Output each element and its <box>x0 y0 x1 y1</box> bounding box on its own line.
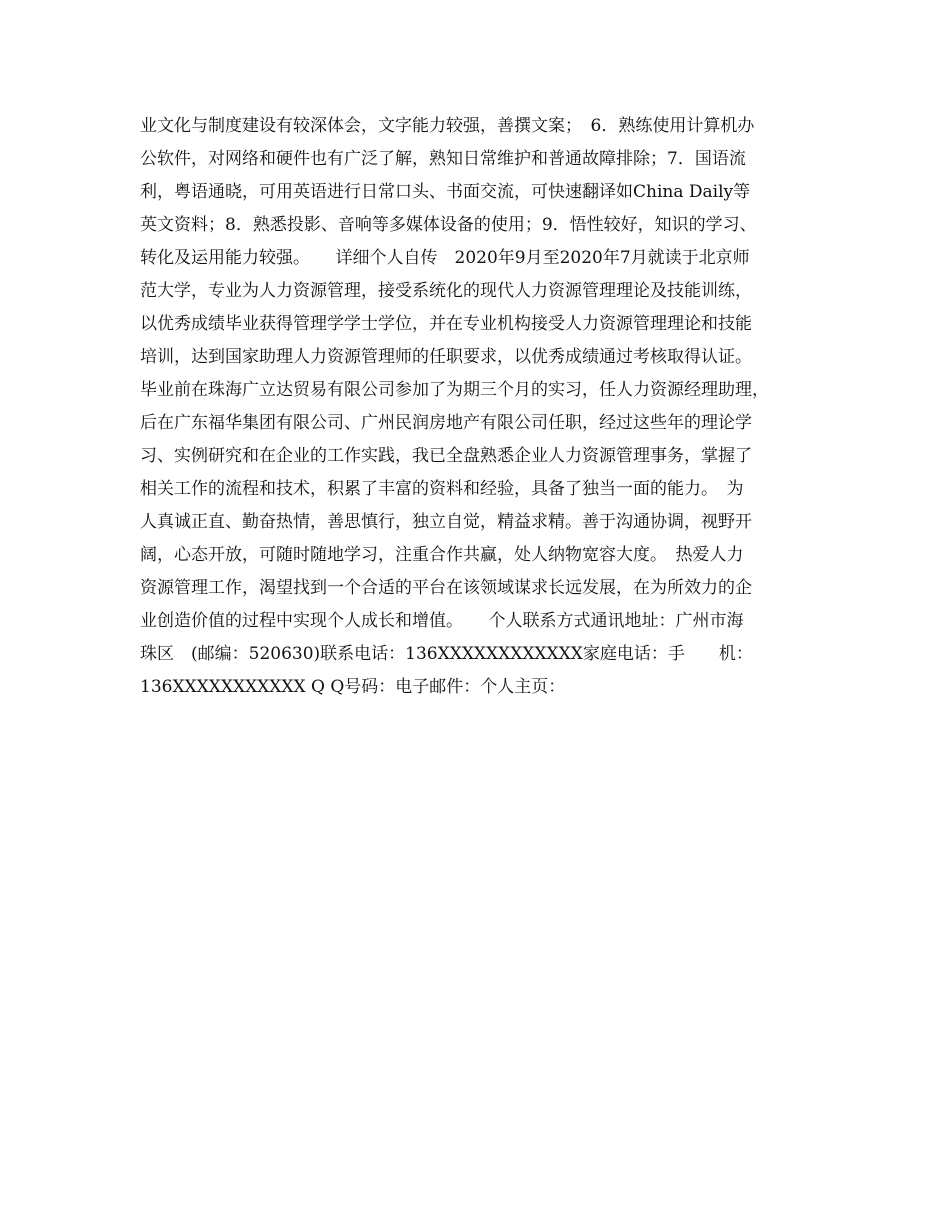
text-line: 资源管理工作，渴望找到一个合适的平台在该领域谋求长远发展，在为所效力的企 <box>140 578 752 598</box>
text-line: 珠区 (邮编：520630)联系电话：136XXXXXXXXXXXX家庭电话：手 机： <box>140 644 753 664</box>
text-line: 范大学，专业为人力资源管理，接受系统化的现代人力资源管理理论及技能训练， <box>140 281 752 301</box>
text-line: 习、实例研究和在企业的工作实践，我已全盘熟悉企业人力资源管理事务，掌握了 <box>140 446 752 466</box>
body-text <box>140 110 830 704</box>
text-line: 转化及运用能力较强。 详细个人自传 2020年9月至2020年7月就读于北京师 <box>140 248 750 268</box>
text-line: 136XXXXXXXXXXX Q Q号码：电子邮件：个人主页： <box>140 677 566 697</box>
text-line: 业文化与制度建设有较深体会，文字能力较强，善撰文案； 6．熟练使用计算机办 <box>140 116 755 136</box>
text-line: 毕业前在珠海广立达贸易有限公司参加了为期三个月的实习，任人力资源经理助理， <box>140 380 769 400</box>
text-line: 相关工作的流程和技术，积累了丰富的资料和经验，具备了独当一面的能力。 为 <box>140 479 744 499</box>
text-line: 英文资料；8．熟悉投影、音响等多媒体设备的使用；9．悟性较好，知识的学习、 <box>140 215 757 235</box>
text-line: 公软件，对网络和硬件也有广泛了解，熟知日常维护和普通故障排除；7．国语流 <box>140 149 746 169</box>
text-line: 利，粤语通晓，可用英语进行日常口头、书面交流，可快速翻译如China Daily等 <box>140 182 751 202</box>
text-line: 人真诚正直、勤奋热情，善思慎行，独立自觉，精益求精。善于沟通协调，视野开 <box>140 512 752 532</box>
text-line: 后在广东福华集团有限公司、广州民润房地产有限公司任职，经过这些年的理论学 <box>140 413 752 433</box>
text-line: 培训，达到国家助理人力资源管理师的任职要求，以优秀成绩通过考核取得认证。 <box>140 347 752 367</box>
text-line: 以优秀成绩毕业获得管理学学士学位，并在专业机构接受人力资源管理理论和技能 <box>140 314 752 334</box>
text-line: 阔，心态开放，可随时随地学习，注重合作共赢，处人纳物宽容大度。 热爱人力 <box>140 545 744 565</box>
text-line: 业创造价值的过程中实现个人成长和增值。 个人联系方式通讯地址：广州市海 <box>140 611 744 631</box>
